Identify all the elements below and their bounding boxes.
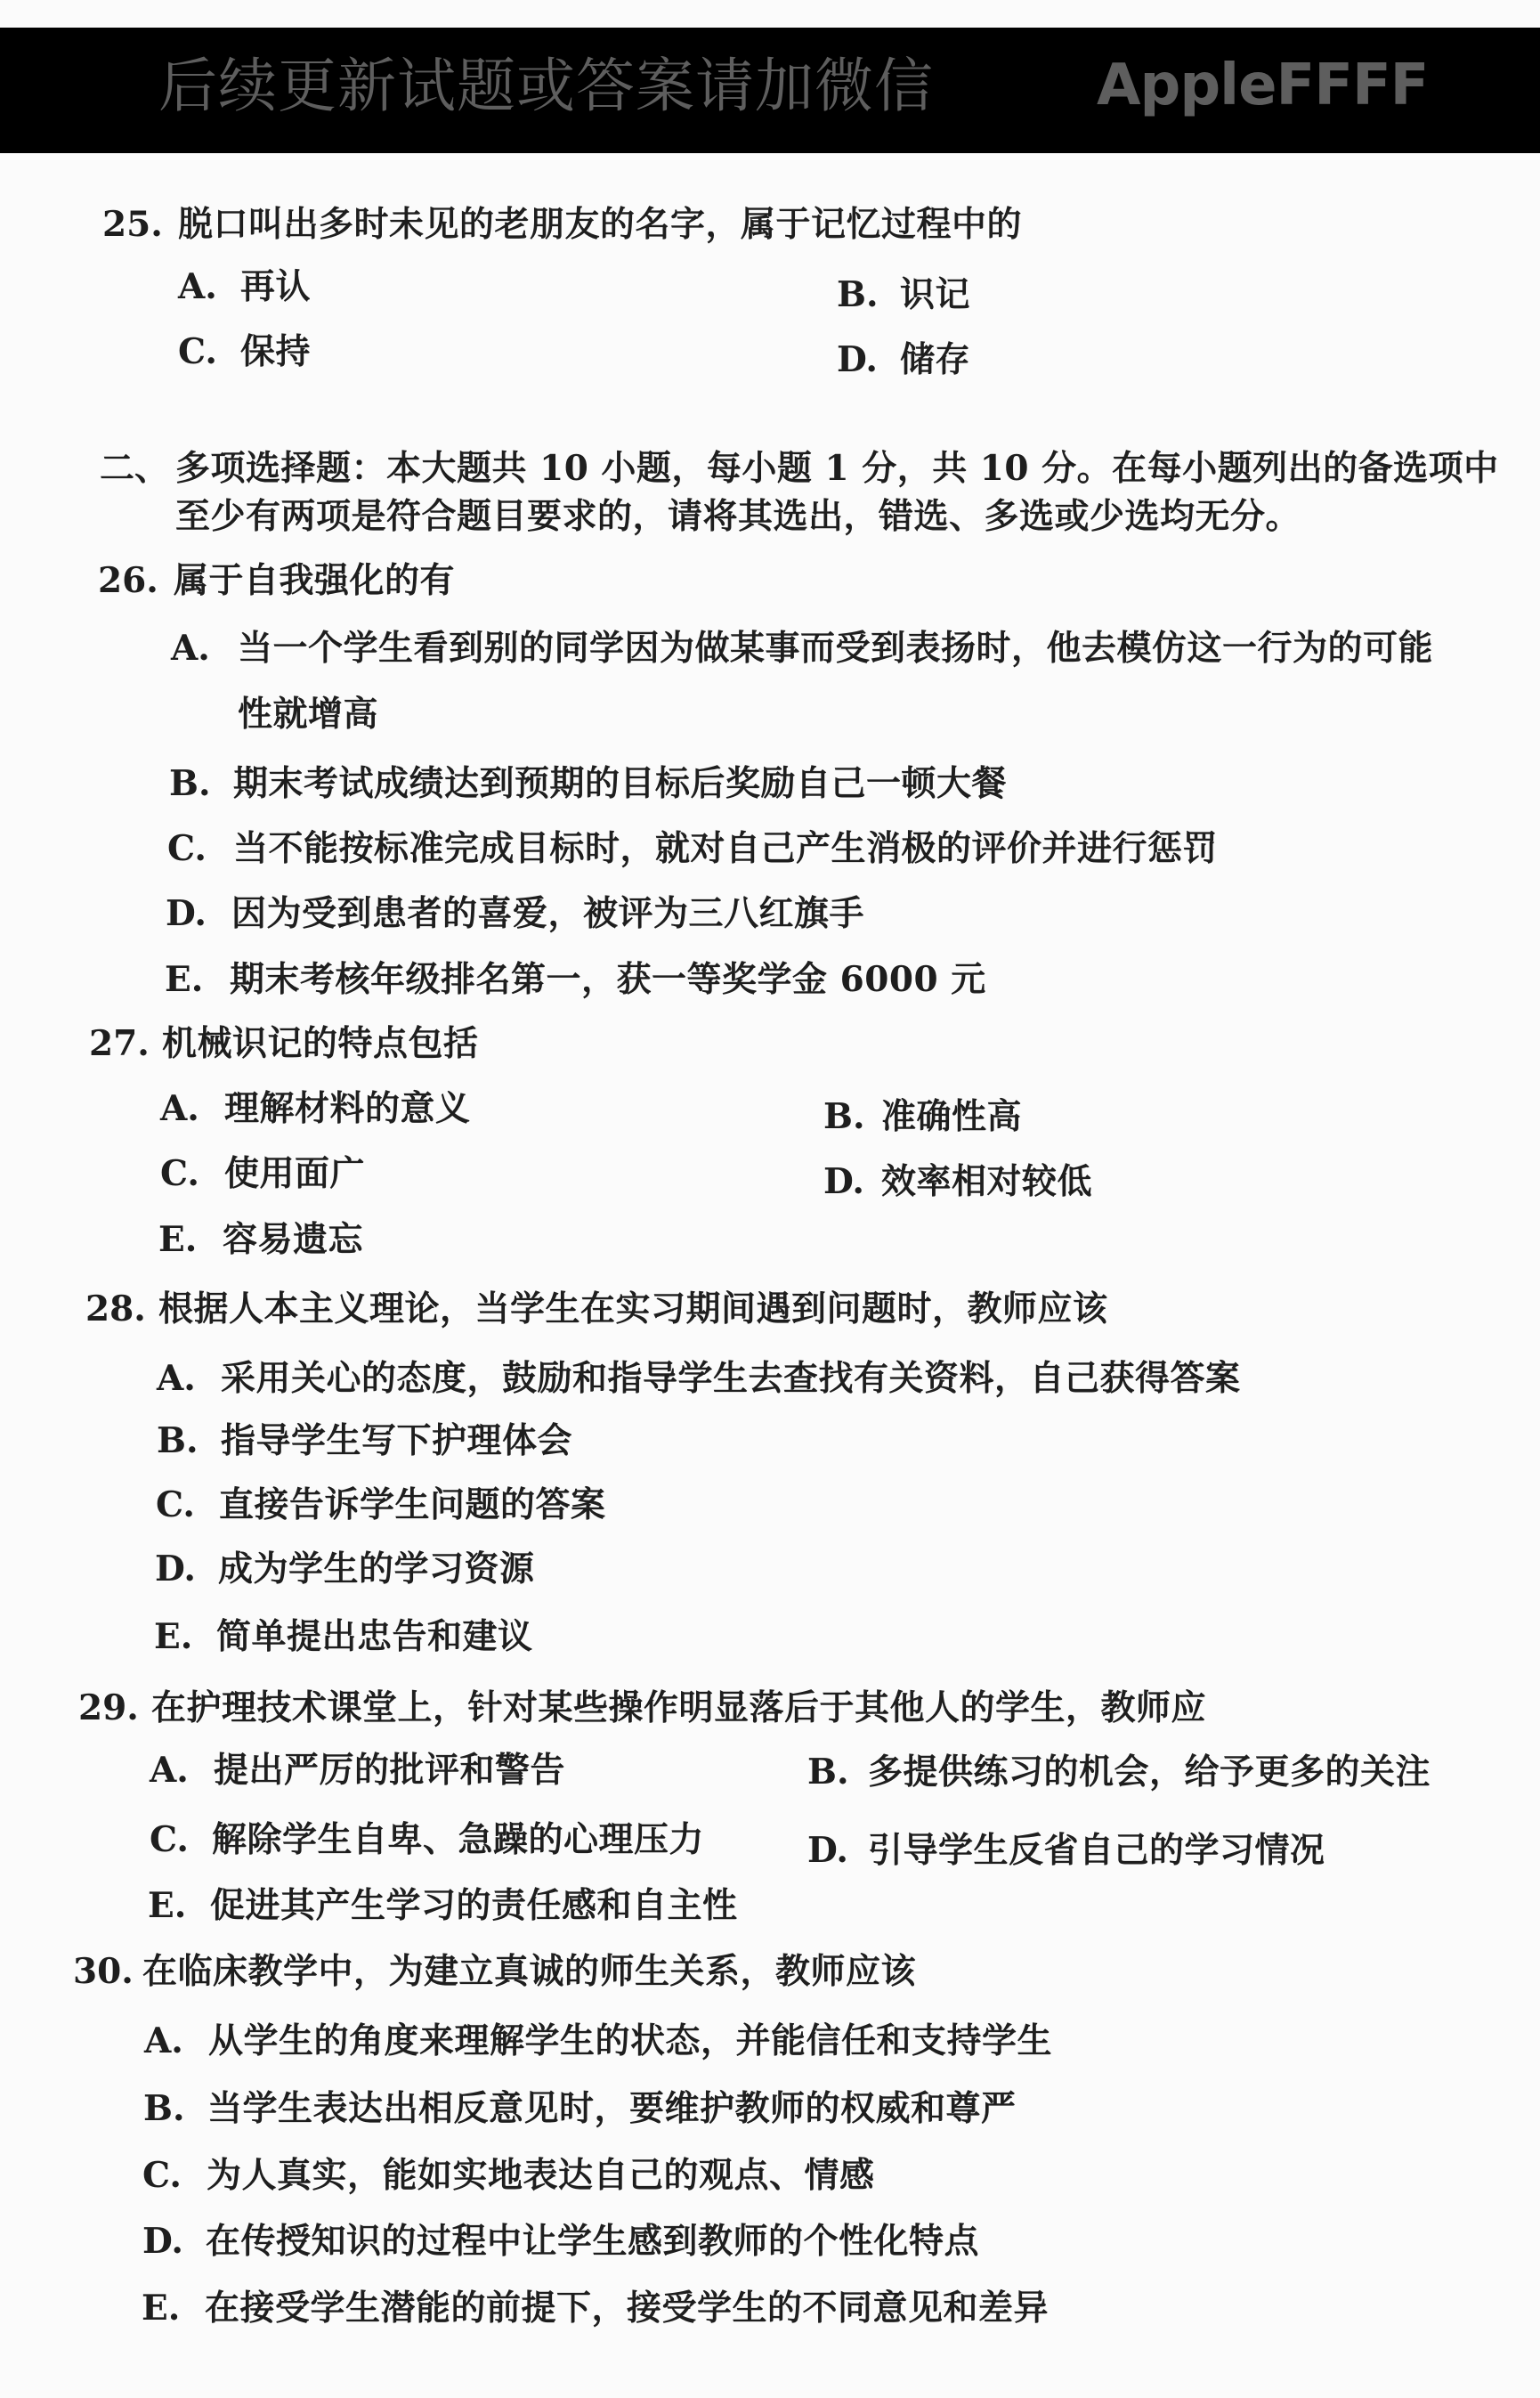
option-text: 为人真实，能如实地表达自己的观点、情感 — [207, 2155, 875, 2196]
option-label: D. — [807, 1830, 849, 1871]
question-number: 27. — [89, 1023, 150, 1064]
option-text: 成为学生的学习资源 — [218, 1549, 535, 1589]
section-instructions: 多项选择题：本大题共 10 小题，每小题 1 分，共 10 分。在每小题列出的备选项中 — [175, 448, 1499, 489]
option-text: 在传授知识的过程中让学生感到教师的个性化特点 — [206, 2221, 980, 2262]
option-label: E. — [158, 1219, 198, 1260]
option-text: 多提供练习的机会，给予更多的关注 — [868, 1752, 1431, 1792]
option-label: A. — [150, 1750, 189, 1791]
question-text: 在临床教学中，为建立真诚的师生关系，教师应该 — [142, 1951, 917, 1992]
option-text: 当不能按标准完成目标时，就对自己产生消极的评价并进行惩罚 — [233, 828, 1219, 869]
option-text: 再认 — [240, 266, 312, 307]
option-label: A. — [144, 2020, 183, 2061]
option-text: 引导学生反省自己的学习情况 — [868, 1830, 1325, 1871]
option-label: B. — [157, 1420, 199, 1461]
option-text: 性就增高 — [238, 694, 379, 735]
option-text: 储存 — [900, 339, 971, 380]
option-label: C. — [150, 1819, 189, 1860]
question-text: 在护理技术课堂上，针对某些操作明显落后于其他人的学生，教师应 — [151, 1687, 1207, 1728]
question-number: 26. — [98, 560, 158, 601]
question-number: 28. — [85, 1288, 146, 1329]
option-label: C. — [160, 1153, 199, 1194]
watermark-banner — [0, 28, 1540, 153]
option-label: A. — [171, 628, 210, 669]
section-marker: 二、 — [100, 448, 170, 489]
option-text: 期末考试成绩达到预期的目标后奖励自己一顿大餐 — [233, 763, 1008, 804]
option-label: B. — [143, 2088, 185, 2129]
option-label: A. — [157, 1358, 196, 1399]
question-text: 属于自我强化的有 — [174, 560, 456, 601]
banner-wechat-id: AppleFFFF — [1097, 53, 1429, 118]
option-text: 准确性高 — [881, 1096, 1023, 1137]
option-label: D. — [155, 1549, 197, 1589]
option-label: B. — [807, 1752, 849, 1792]
option-label: C. — [167, 828, 207, 869]
option-text: 提出严厉的批评和警告 — [214, 1750, 566, 1791]
option-label: A. — [160, 1088, 199, 1129]
option-text: 当学生表达出相反意见时，要维护教师的权威和尊严 — [207, 2088, 1017, 2129]
option-text: 解除学生自卑、急躁的心理压力 — [212, 1819, 705, 1860]
option-label: D. — [823, 1161, 865, 1202]
question-number: 25. — [102, 204, 163, 245]
option-text: 理解材料的意义 — [224, 1088, 471, 1129]
option-label: C. — [178, 331, 217, 372]
option-text: 简单提出忠告和建议 — [216, 1616, 533, 1657]
option-label: E. — [165, 959, 204, 1000]
option-label: A. — [178, 266, 217, 307]
question-text: 根据人本主义理论，当学生在实习期间遇到问题时，教师应该 — [158, 1288, 1108, 1329]
option-label: E. — [142, 2288, 181, 2329]
question-text: 机械识记的特点包括 — [162, 1023, 479, 1064]
question-number: 29. — [78, 1687, 139, 1728]
option-text: 因为受到患者的喜爱，被评为三八红旗手 — [231, 893, 865, 934]
option-text: 从学生的角度来理解学生的状态，并能信任和支持学生 — [208, 2020, 1053, 2061]
option-text: 当一个学生看到别的同学因为做某事而受到表扬时，他去模仿这一行为的可能 — [238, 628, 1434, 669]
option-label: B. — [823, 1096, 865, 1137]
option-label: D. — [142, 2221, 184, 2262]
question-text: 脱口叫出多时未见的老朋友的名字，属于记忆过程中的 — [178, 204, 1023, 245]
option-text: 采用关心的态度，鼓励和指导学生去查找有关资料，自己获得答案 — [221, 1358, 1241, 1399]
option-text: 促进其产生学习的责任感和自主性 — [210, 1885, 738, 1926]
question-number: 30. — [73, 1951, 134, 1992]
option-label: B. — [837, 274, 879, 315]
option-text: 直接告诉学生问题的答案 — [219, 1484, 606, 1525]
option-label: E. — [154, 1616, 193, 1657]
option-label: B. — [169, 763, 211, 804]
option-text: 使用面广 — [224, 1153, 366, 1194]
banner-notice-text: 后续更新试题或答案请加微信 — [158, 52, 934, 120]
option-label: C. — [142, 2155, 182, 2196]
option-text: 在接受学生潜能的前提下，接受学生的不同意见和差异 — [205, 2288, 1050, 2329]
option-text: 识记 — [900, 274, 971, 315]
option-text: 期末考核年级排名第一，获一等奖学金 6000 元 — [230, 959, 986, 1000]
option-text: 指导学生写下护理体会 — [221, 1420, 573, 1461]
option-label: C. — [156, 1484, 195, 1525]
option-label: E. — [148, 1885, 187, 1926]
option-label: D. — [837, 339, 879, 380]
option-label: D. — [166, 893, 207, 934]
option-text: 效率相对较低 — [881, 1161, 1093, 1202]
option-text: 保持 — [240, 331, 312, 372]
section-instructions-cont: 至少有两项是符合题目要求的，请将其选出，错选、多选或少选均无分。 — [175, 496, 1301, 537]
option-text: 容易遗忘 — [223, 1219, 364, 1260]
